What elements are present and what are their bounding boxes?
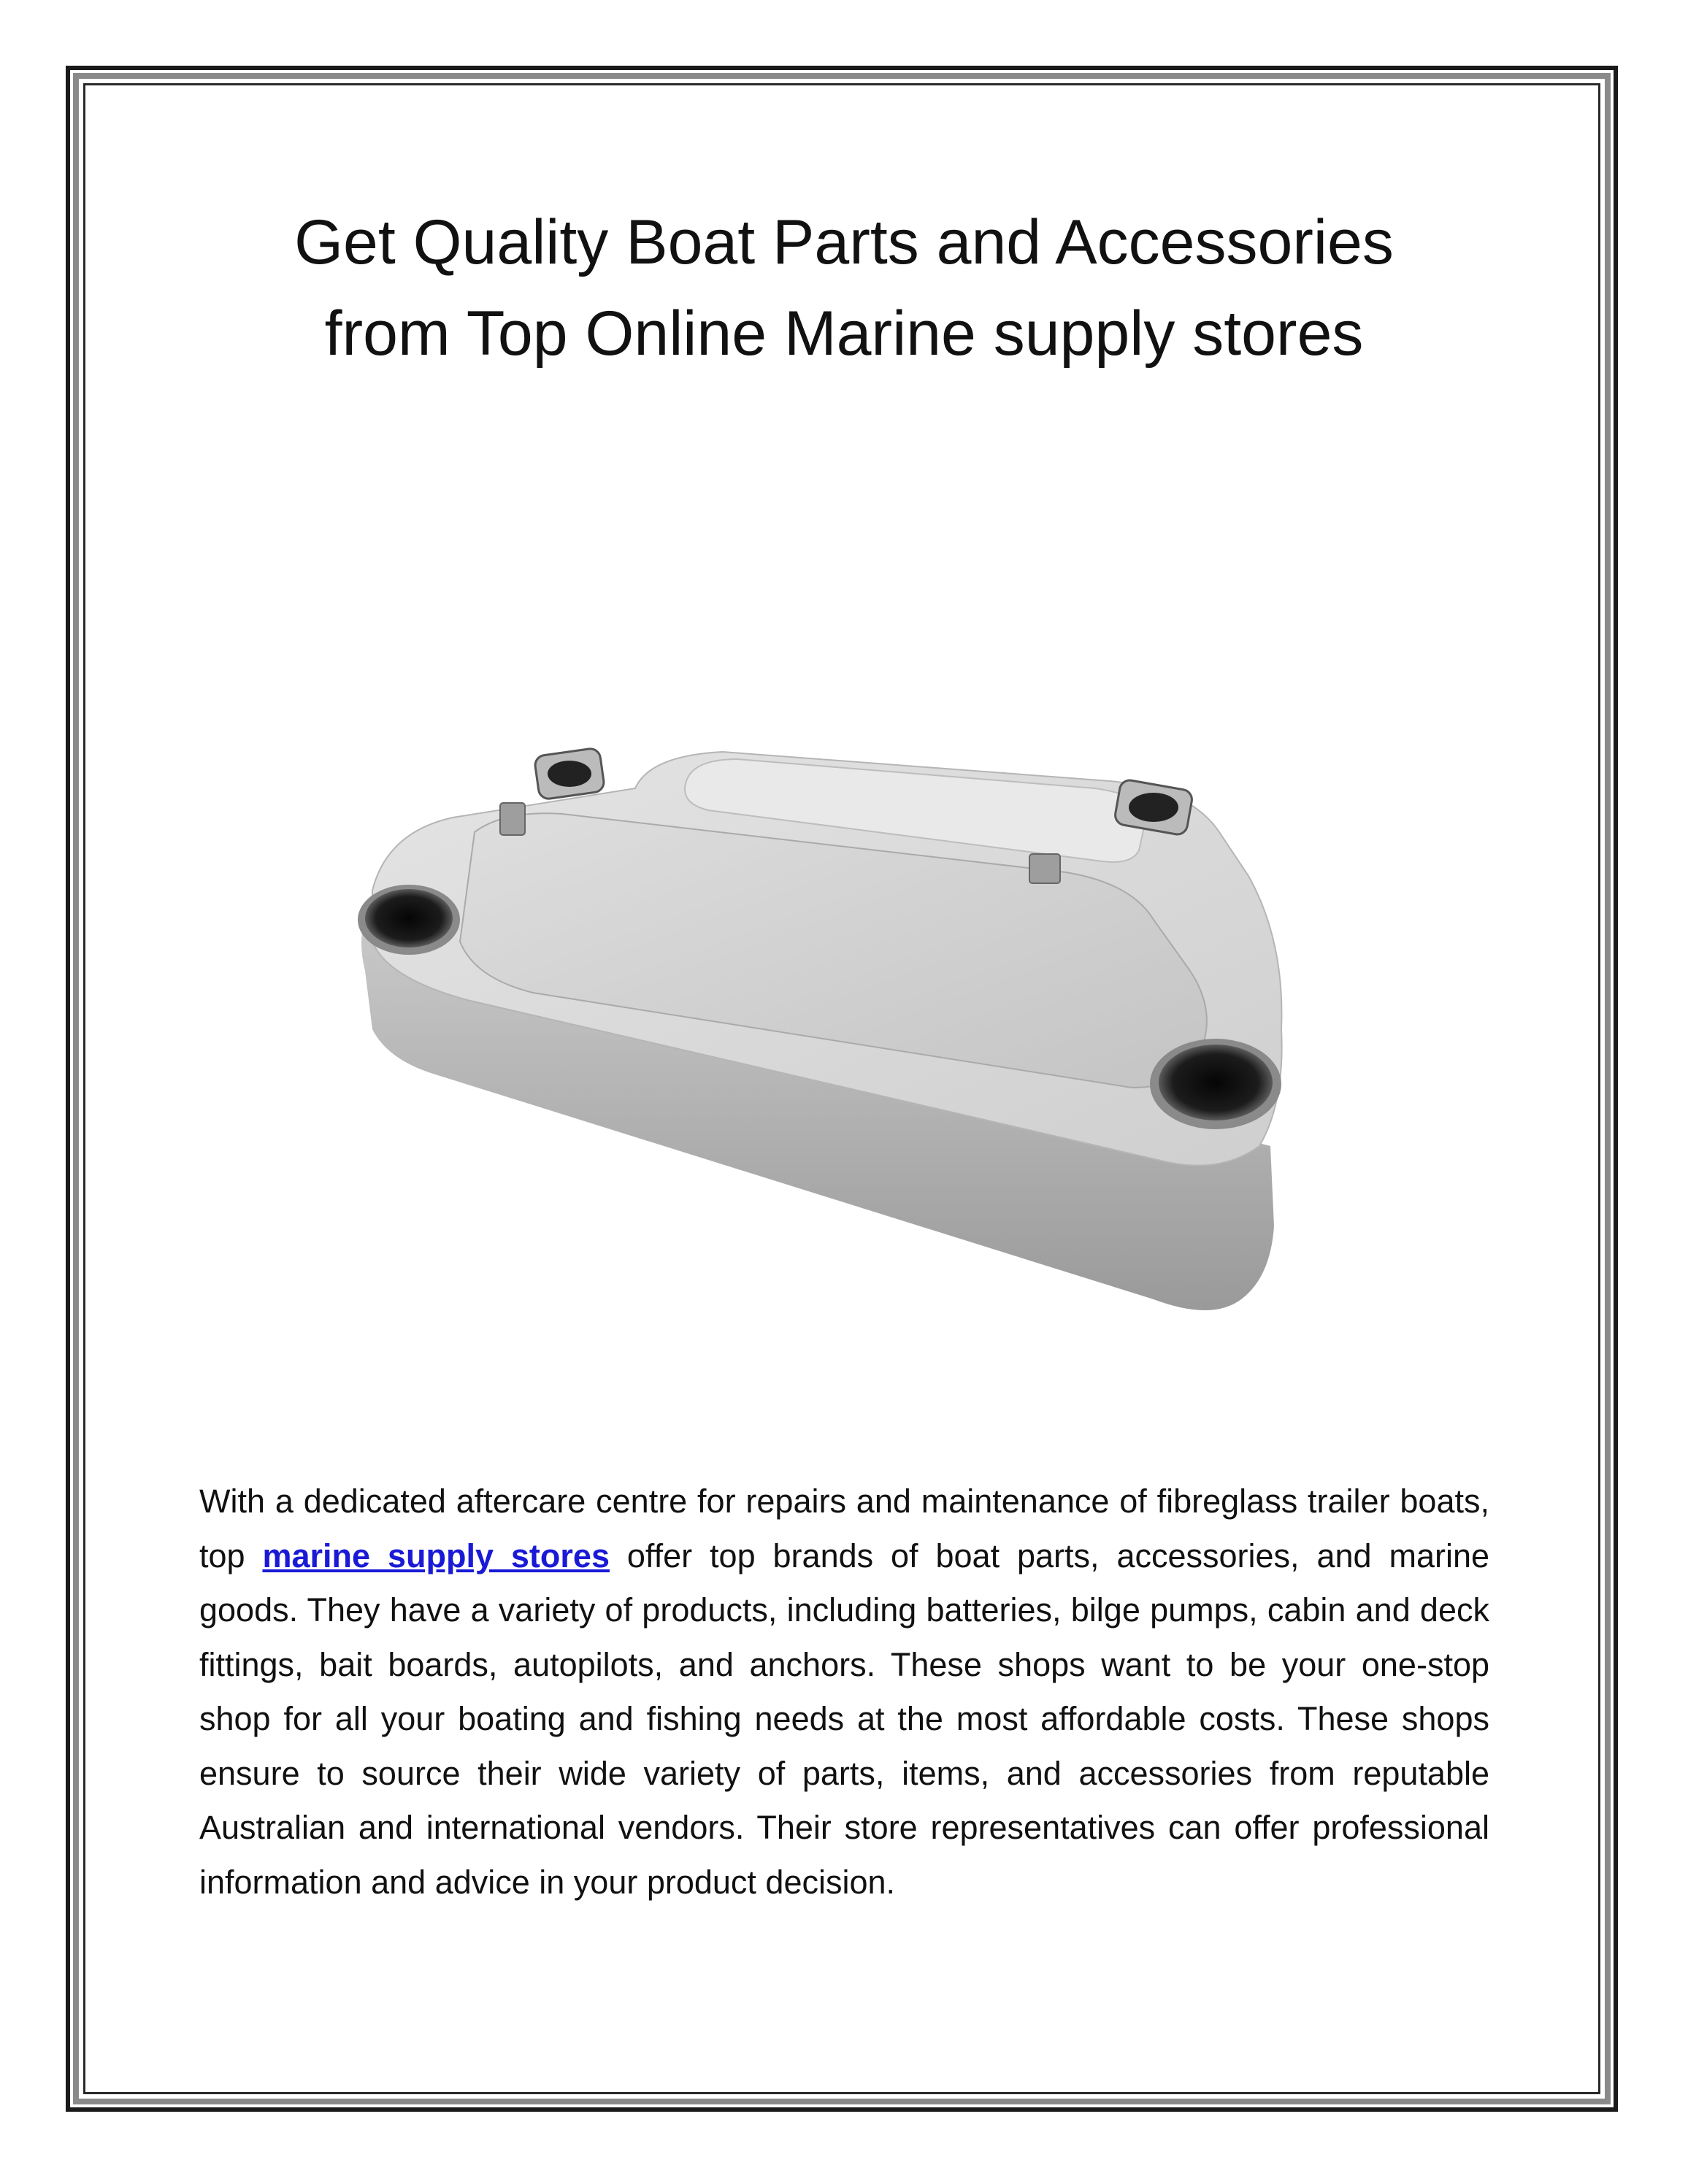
title-line-1: Get Quality Boat Parts and Accessories [294,207,1394,277]
hinge-left [500,803,525,835]
cup-holder-left [358,885,460,955]
marine-supply-stores-link[interactable]: marine supply stores [262,1537,610,1574]
cup-holder-right [1150,1039,1281,1129]
title-line-2: from Top Online Marine supply stores [324,299,1364,369]
rod-holder-back-left [534,747,605,800]
page-title [0,197,1688,380]
hinge-right [1029,854,1060,883]
bait-board-product-image [343,723,1336,1336]
body-paragraph [199,1474,1489,1910]
paragraph-text-end: offer top brands of boat parts, accessories, and marine goods. They have a variety of products, including batteries, bilge pumps, cabin and deck fittings, bait boards, autopilots, and anchors. These shops want to be your one-stop shop for all your boating and fishing needs at the most affordable costs. These shops ensure to source their wide variety of parts, items, and accessories from reputable Australian and international vendors. Their store representatives can offer professional information and advice in your product decision. [199,1537,1490,1901]
paragraph-text-start: With a dedicated aftercare centre for repairs and maintenance of fibreglass trailer boats, top [199,1483,1489,1574]
